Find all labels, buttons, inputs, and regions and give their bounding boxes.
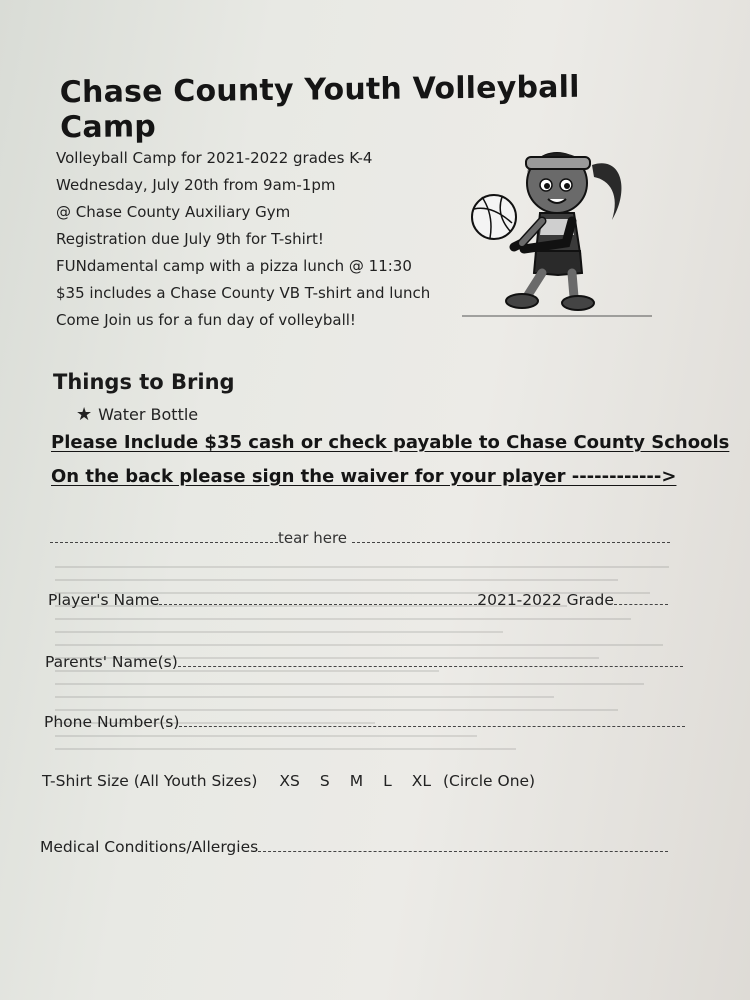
size-option[interactable]: XS [279,772,300,790]
camp-info [56,145,456,334]
player-name-field[interactable] [48,590,668,609]
things-to-bring-heading: Things to Bring [53,370,235,394]
size-option[interactable]: S [319,772,330,790]
size-option[interactable]: XL [411,772,431,790]
info-line: $35 includes a Chase County VB T-shirt and lunch [56,284,431,302]
tshirt-size-field[interactable] [42,772,535,790]
parents-name-blank[interactable] [178,652,683,667]
parents-name-label: Parents' Name(s) [45,653,178,671]
star-icon: ★ [76,404,93,425]
medical-label: Medical Conditions/Allergies [40,838,259,856]
volleyball-player-illustration [462,135,652,320]
info-line: @ Chase County Auxiliary Gym [56,203,291,221]
size-option[interactable]: L [383,772,392,790]
tear-line-left [50,528,278,543]
grade-blank[interactable] [614,590,668,605]
parents-name-field[interactable] [45,652,683,671]
info-line: Registration due July 9th for T-shirt! [56,230,324,248]
camp-title: Chase County Youth Volleyball Camp [59,69,580,146]
tear-label: tear here [278,529,348,547]
phone-field[interactable] [44,712,685,731]
tshirt-label: T-Shirt Size (All Youth Sizes) [42,772,258,790]
bring-item-label: Water Bottle [98,405,199,424]
info-line: FUNdamental camp with a pizza lunch @ 11:30 [56,257,412,275]
circle-one-note: (Circle One) [443,772,536,790]
waiver-notice: On the back please sign the waiver for your player ------------> [51,466,677,487]
info-line: Volleyball Camp for 2021-2022 grades K-4 [56,149,373,167]
bleed-through-text [55,555,695,935]
tear-line-right [352,528,670,543]
size-option[interactable]: M [349,772,364,790]
phone-blank[interactable] [179,712,685,727]
info-line: Wednesday, July 20th from 9am-1pm [56,176,336,194]
grade-label: 2021-2022 Grade [477,591,614,609]
info-line: Come Join us for a fun day of volleyball! [56,311,356,329]
medical-field[interactable] [40,837,668,856]
phone-label: Phone Number(s) [44,713,180,731]
payment-notice: Please Include $35 cash or check payable to Chase County Schools [51,432,730,453]
bring-item [76,404,198,425]
player-name-label: Player's Name [48,591,160,609]
player-name-blank[interactable] [159,590,477,605]
medical-blank[interactable] [258,837,668,852]
tear-line [50,528,670,547]
